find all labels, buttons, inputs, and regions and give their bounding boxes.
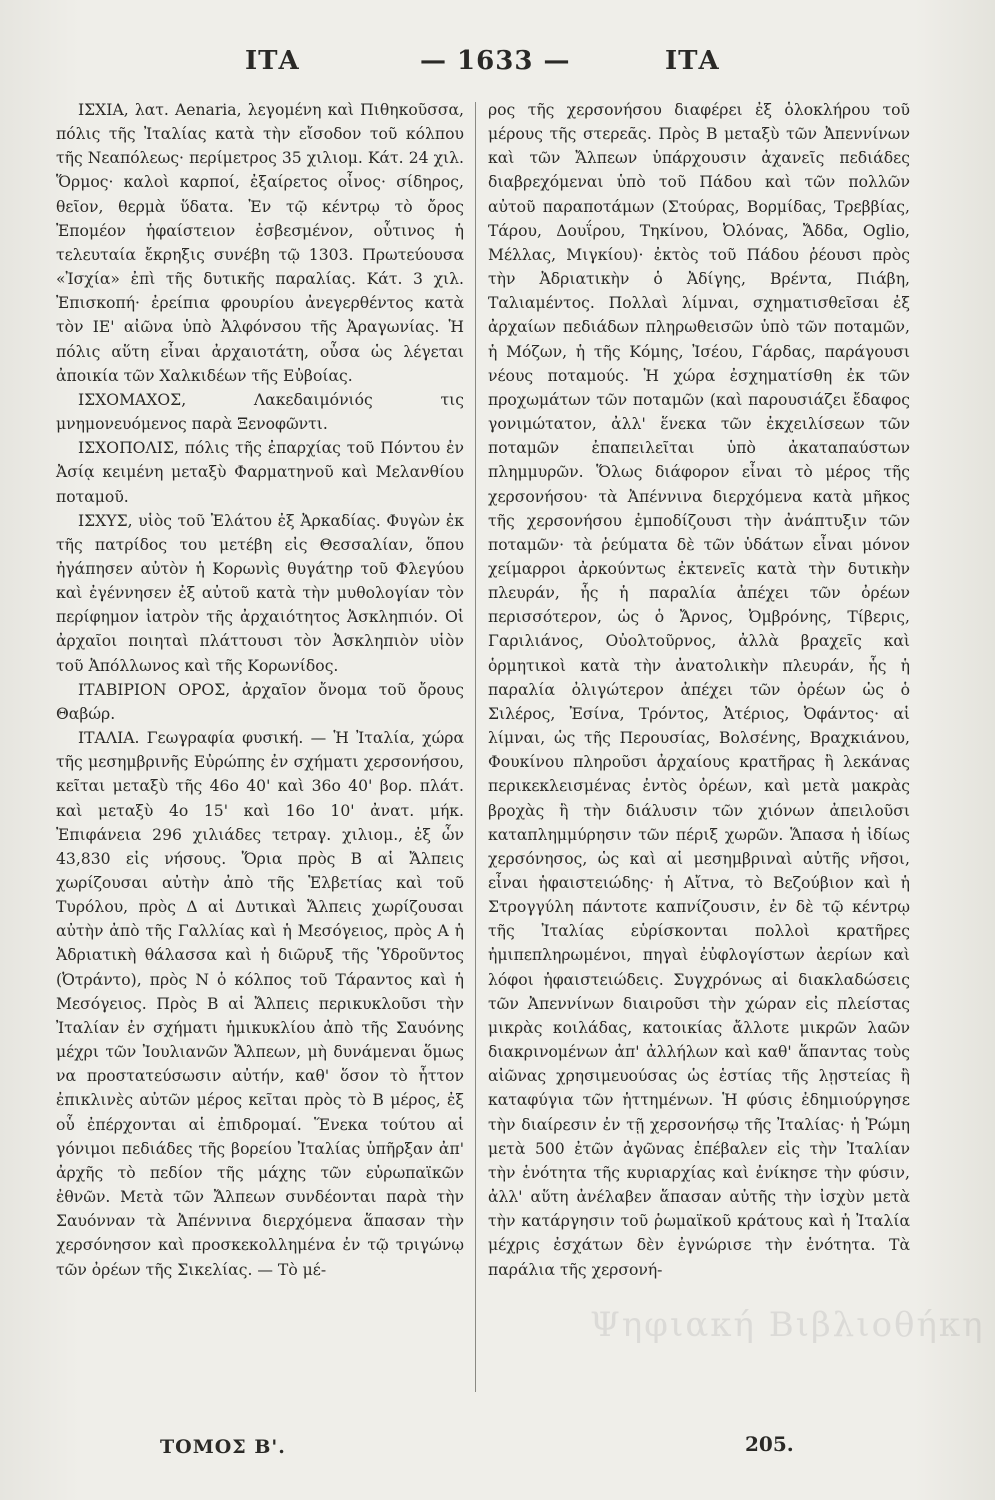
signature-number: 205.: [745, 1432, 794, 1456]
left-column: [56, 98, 464, 1282]
header-page-number: — 1633 —: [420, 46, 571, 76]
column-divider: [475, 102, 476, 1392]
library-watermark: Ψηφιακή Βιβλιοθήκη: [590, 1305, 985, 1345]
header-left-word: ΙΤΑ: [245, 46, 300, 76]
entry-ischys: ΙΣΧΥΣ, υἱὸς τοῦ Ἐλάτου ἐξ Ἀρκαδίας. Φυγὼν ἐκ τῆς πατρίδος του μετέβη εἰς Θεσσαλίαν, ὅπου ἠγάπησεν αὐτὸν ἡ Κορωνὶς θυγάτηρ τοῦ Φλεγύου καὶ ἐγέννησεν ἐξ αὐτοῦ κατὰ τὴν μυθολογίαν τὸν περίφημον ἰατρὸν τῆς ἀρχαιότητος Ἀσκληπιόν. Οἱ ἀρχαῖοι ποιηταὶ πλάττουσι τὸν Ἀσκληπιὸν υἱὸν τοῦ Ἀπόλλωνος καὶ τῆς Κορωνίδος.: [56, 511, 464, 675]
entry-itavirion: ΙΤΑΒΙΡΙΟΝ ΟΡΟΣ, ἀρχαῖον ὄνομα τοῦ ὄρους Θαβώρ.: [56, 680, 464, 723]
running-header: [80, 46, 940, 86]
entry-italia: ΙΤΑΛΙΑ. Γεωγραφία φυσική. — Ἡ Ἰταλία, χώρα τῆς μεσημβρινῆς Εὐρώπης ἐν σχήματι χερσονήσου, κεῖται μεταξὺ τῆς 46ο 40' καὶ 36ο 40' βορ. πλάτ. καὶ μεταξὺ 4ο 15' καὶ 16ο 10' ἀνατ. μήκ. Ἐπιφάνεια 296 χιλιάδες τετραγ. χιλιομ., ἐξ ὧν 43,830 εἰς νήσους. Ὅρια πρὸς Β αἱ Ἄλπεις χωρίζουσαι αὐτὴν ἀπὸ τῆς Ἑλβετίας καὶ τοῦ Τυρόλου, πρὸς Δ αἱ Δυτικαὶ Ἄλπεις χωρίζουσαι αὐτὴν ἀπὸ τῆς Γαλλίας καὶ ἡ Μεσόγειος, πρὸς Α ἡ Ἀδριατικὴ θάλασσα καὶ ἡ διῶρυξ τῆς Ὑδροῦντος (Ὀτράντο), πρὸς Ν ὁ κόλπος τοῦ Τάραντος καὶ ἡ Μεσόγειος. Πρὸς Β αἱ Ἄλπεις περικυκλοῦσι τὴν Ἰταλίαν ἐν σχήματι ἡμικυκλίου ἀπὸ τῆς Σαυόνης μέχρι τῶν Ἰουλιανῶν Ἄλπεων, μὴ δυνάμεναι ὅμως να προστατεύσωσιν αὐτήν, καθ' ὅσον τὸ ἧττον ἐπικλινὲς αὐτῶν μέρος κεῖται πρὸς τὸ Β μέρος, ἐξ οὗ ἐπέρχονται αἱ ἐπιδρομαί. Ἕνεκα τούτου αἱ γόνιμοι πεδιάδες τῆς βορείου Ἰταλίας ὑπῆρξαν ἀπ' ἀρχῆς τὸ πεδίον τῆς μάχης τῶν εὐρωπαϊκῶν ἐθνῶν. Μετὰ τῶν Ἄλπεων συνδέονται παρὰ τὴν Σαυόνναν τὰ Ἀπέννινα διερχόμενα ἅπασαν τὴν χερσόνησον καὶ προσκεκολλημένα ἐν τῷ τριγώνῳ τῶν ὀρέων τῆς Σικελίας. — Τὸ μέ-: [56, 729, 464, 1279]
entry-ischopolis: ΙΣΧΟΠΟΛΙΣ, πόλις τῆς ἐπαρχίας τοῦ Πόντου ἐν Ἀσίᾳ κειμένη μεταξὺ Φαρματηνοῦ καὶ Μελανθίου ποταμοῦ.: [56, 439, 464, 506]
header-right-word: ΙΤΑ: [665, 46, 720, 76]
volume-label: ΤΟΜΟΣ Β'.: [160, 1436, 286, 1458]
entry-ischomachos: ΙΣΧΟΜΑΧΟΣ, Λακεδαιμόνιός τις μνημονευόμενος παρὰ Ξενοφῶντι.: [56, 390, 464, 434]
right-column: [488, 98, 910, 1282]
entry-ischia: ΙΣΧΙΑ, λατ. Aenaria, λεγομένη καὶ Πιθηκοῦσσα, πόλις τῆς Ἰταλίας κατὰ τὴν εἴσοδον τοῦ κόλπου τῆς Νεαπόλεως· περίμετρος 35 χιλιομ. Κάτ. 24 χιλ. Ὅρμος· καλοὶ καρποί, ἐξαίρετος οἶνος· σίδηρος, θεῖον, θερμὰ ὕδατα. Ἐν τῷ κέντρῳ τὸ ὄρος Ἐπομέον ἡφαίστειον ἐσβεσμένον, οὗτινος ἡ τελευταία ἔκρηξις συνέβη τῷ 1303. Πρωτεύουσα «Ἰσχία» ἐπὶ τῆς δυτικῆς παραλίας. Κάτ. 3 χιλ. Ἐπισκοπή· ἐρείπια φρουρίου ἀνεγερθέντος κατὰ τὸν ΙΕ' αἰῶνα ὑπὸ Ἀλφόνσου τῆς Ἀραγωνίας. Ἡ πόλις αὕτη εἶναι ἀρχαιοτάτη, οὖσα ὡς λέγεται ἀποικία τῶν Χαλκιδέων τῆς Εὐβοίας.: [56, 101, 464, 385]
entry-italia-continued: ρος τῆς χερσονήσου διαφέρει ἐξ ὁλοκλήρου τοῦ μέρους τῆς στερεᾶς. Πρὸς Β μεταξὺ τῶν Ἀπεννίνων καὶ τῶν Ἄλπεων ὑπάρχουσιν ἀχανεῖς πεδιάδες διαβρεχόμεναι ὑπὸ τοῦ Πάδου καὶ τῶν πολλῶν αὐτοῦ παραποτάμων (Στούρας, Βορμίδας, Τρεββίας, Τάρου, Δουΐρου, Τηκίνου, Ὀλόνας, Ἄδδα, Oglio, Μέλλας, Μιγκίου)· ἐκτὸς τοῦ Πάδου ῥέουσι πρὸς τὴν Ἀδριατικὴν ὁ Ἀδίγης, Βρέντα, Πιάβη, Ταλιαμέντος. Πολλαὶ λίμναι, σχηματισθεῖσαι ἐξ ἀρχαίων πεδιάδων πληρωθεισῶν ὑπὸ τῶν ποταμῶν, ἡ Μόζων, ἡ τῆς Κόμης, Ἰσέου, Γάρδας, παράγουσι νέους ποταμούς. Ἡ χώρα ἐσχηματίσθη ἐκ τῶν προχωμάτων τῶν ποταμῶν (καὶ παρουσιάζει ἔδαφος γονιμώτατον, ἀλλ' ἕνεκα τῶν ἐκχειλίσεων τῶν ποταμῶν ἐπαπειλεῖται ὑπὸ ἀκαταπαύστων πλημμυρῶν. Ὅλως διάφορον εἶναι τὸ μέρος τῆς χερσονήσου· τὰ Ἀπέννινα διερχόμενα κατὰ μῆκος τῆς χερσονήσου ἐμποδίζουσι τὴν ἀνάπτυξιν τῶν ποταμῶν· τὰ ῥεύματα δὲ τῶν ὑδάτων εἶναι μόνον χείμαρροι ἀρκούντως ἐκτενεῖς κατὰ τὴν δυτικὴν πλευράν, ἧς ἡ παραλία ἀπέχει τῶν ὀρέων περισσότερον, ὡς ὁ Ἄρνος, Ὀμβρόνης, Τίβερις, Γαριλιάνος, Οὐολτοῦρνος, ἀλλὰ βραχεῖς καὶ ὁρμητικοὶ κατὰ τὴν ἀνατολικὴν πλευράν, ἧς ἡ παραλία ὀλιγώτερον ἀπέχει τῶν ὀρέων ὡς ὁ Σιλέρος, Ἐσίνα, Τρόντος, Ἀτέριος, Ὀφάντος· αἱ λίμναι, ὡς τῆς Περουσίας, Βολσένης, Βραχκιάνου, Φουκίνου πληροῦσι ἀρχαίους κρατῆρας ἢ λεκάνας περικεκλεισμένας ἐντὸς ὀρέων, καὶ μετὰ μακρὰς βροχὰς ἢ τὴν διάλυσιν τῶν χιόνων ἀπειλοῦσι καταπλημμύρησιν τῶν πέριξ χωρῶν. Ἅπασα ἡ ἰδίως χερσόνησος, ὡς καὶ αἱ μεσημβριναὶ αὐτῆς νῆσοι, εἶναι ἡφαιστειώδης· ἡ Αἴτνα, τὸ Βεζούβιον καὶ ἡ Στρογγύλη πάντοτε καπνίζουσιν, ἐν δὲ τῷ κέντρῳ τῆς Ἰταλίας εὑρίσκονται πολλοὶ κρατῆρες ἠμιπεπληρωμένοι, πηγαὶ ἐὐφλογίστων ἀερίων καὶ λόφοι ἡφαιστειώδεις. Συγχρόνως αἱ διακλαδώσεις τῶν Ἀπεννίνων διαιροῦσι τὴν χώραν εἰς πλείστας μικρὰς κοιλάδας, κατοικίας ἄλλοτε μικρῶν λαῶν διακρινομένων ἀπ' ἀλλήλων καὶ καθ' ἅπαντας τοὺς αἰῶνας χρησιμευούσας ὡς ἑστίας τῆς λῃστείας ἢ καταφύγια τῶν ἡττημένων. Ἡ φύσις ἐδημιούργησε τὴν διαίρεσιν ἐν τῇ χερσονήσῳ τῆς Ἰταλίας· ἡ Ῥώμη μετὰ 500 ἐτῶν ἀγῶνας ἐπέβαλεν εἰς τὴν Ἰταλίαν τὴν ἑνότητα τῆς κυριαρχίας καὶ ἐνίκησε τὴν φύσιν, ἀλλ' αὕτη ἀνέλαβεν ἅπασαν αὐτῆς τὴν ἰσχὺν μετὰ τὴν κατάργησιν τοῦ ῥωμαϊκοῦ κράτους καὶ ἡ Ἰταλία μέχρις ἐσχάτων δὲν ἐγνώρισε τὴν ἑνότητα. Τὰ παράλια τῆς χερσονή-: [488, 101, 910, 1279]
